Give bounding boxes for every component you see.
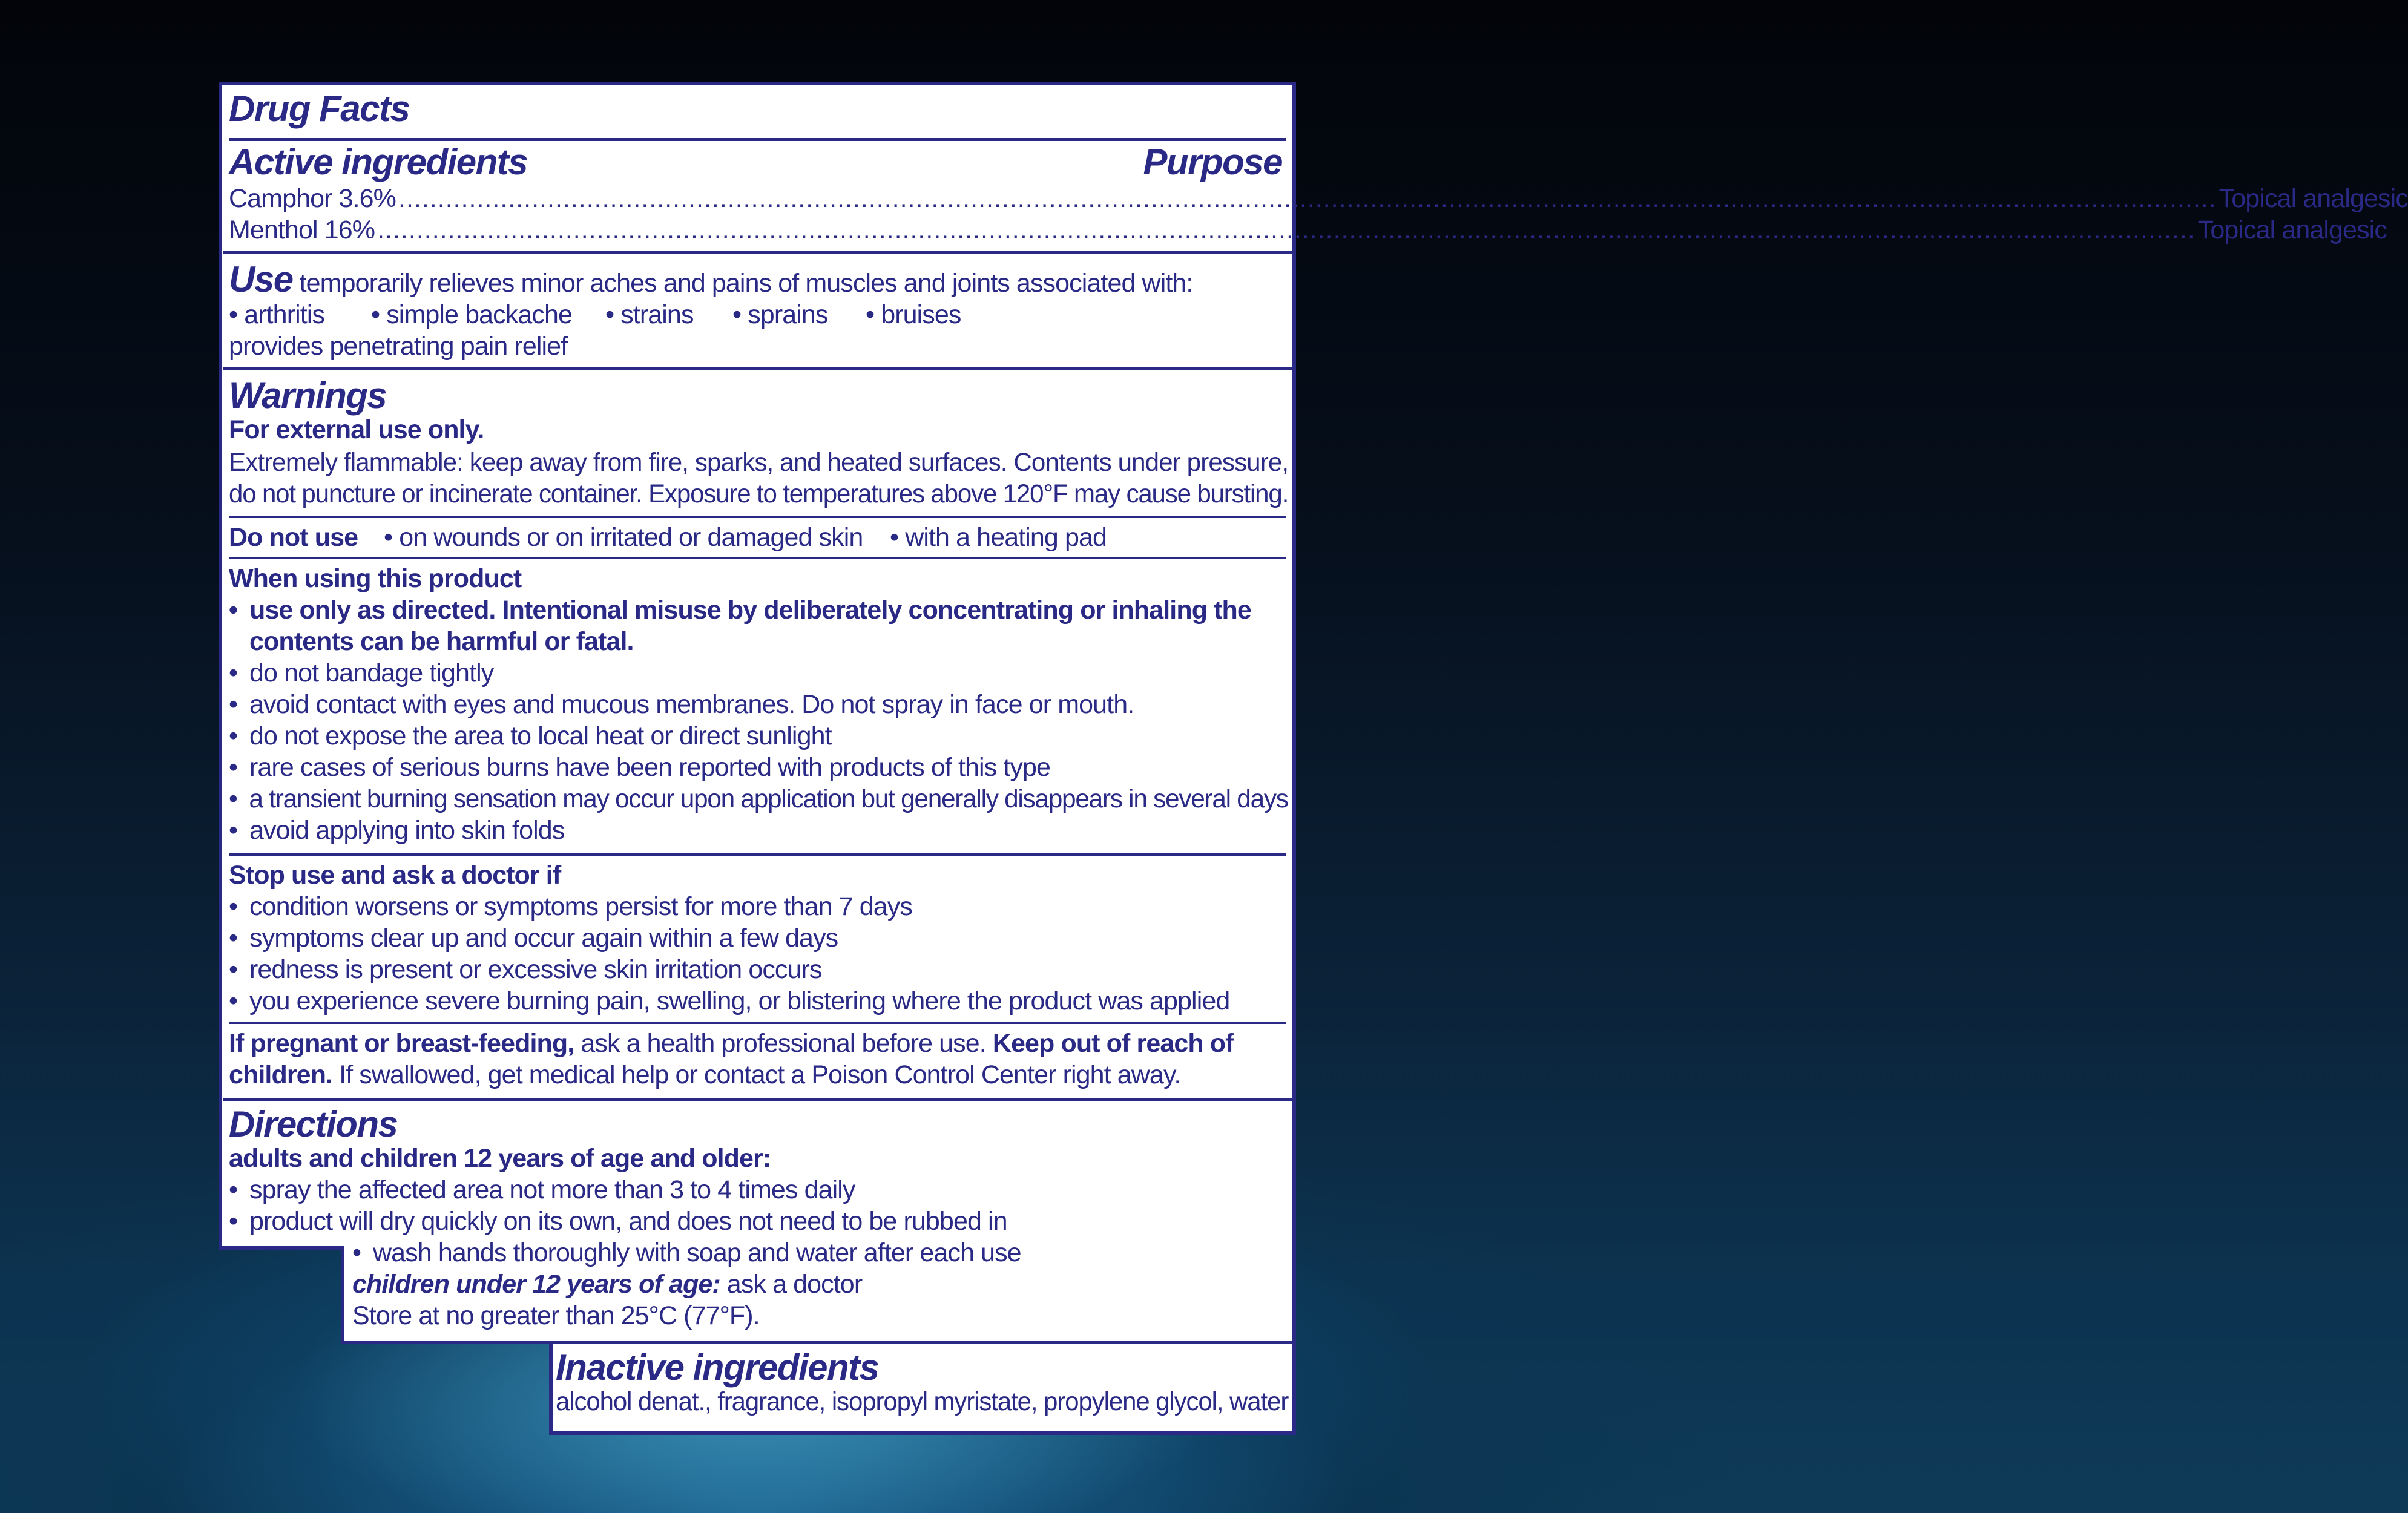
pregnant-line: If pregnant or breast-feeding, ask a health professional before use. Keep out of reach of xyxy=(229,1029,1234,1058)
rule-active xyxy=(223,251,1292,254)
use-item: • arthritis xyxy=(229,300,325,329)
do-not-use-item: • with a heating pad xyxy=(890,523,1107,552)
rule-when-using xyxy=(229,853,1286,856)
keep-out-line: children. If swallowed, get medical help or contact a Poison Control Center right away. xyxy=(229,1060,1181,1089)
inactive-text: alcohol denat., fragrance, isopropyl myristate, propylene glycol, water xyxy=(556,1387,1289,1416)
use-item: • strains xyxy=(605,300,694,329)
rule-warnings-end xyxy=(223,1098,1292,1101)
active-name: Camphor 3.6% xyxy=(229,184,396,213)
stop-use-heading: Stop use and ask a doctor if xyxy=(229,861,561,890)
use-line xyxy=(229,258,1288,305)
purpose-heading: Purpose xyxy=(1143,142,1282,182)
active-purpose: Topical analgesic xyxy=(2197,215,2387,245)
when-using-bold: contents can be harmful or fatal. xyxy=(249,627,634,656)
page-title: Drug Facts xyxy=(229,88,410,129)
list-item: • spray the affected area not more than 3 to 4 times daily xyxy=(229,1175,855,1204)
active-row xyxy=(229,183,2408,214)
list-item: • a transient burning sensation may occur upon application but generally disappears in several days xyxy=(229,784,1288,813)
when-using-heading: When using this product xyxy=(229,564,522,593)
rule-flammable xyxy=(229,516,1286,518)
active-row xyxy=(229,214,2387,246)
use-item: • sprains xyxy=(732,300,828,329)
leader-dots: ........................................................................................................................................................................................................................................ xyxy=(377,215,2196,245)
do-not-use-label: Do not use xyxy=(229,523,358,552)
list-item: • condition worsens or symptoms persist for more than 7 days xyxy=(229,892,912,921)
list-item: • you experience severe burning pain, swelling, or blistering where the product was applied xyxy=(229,986,1230,1016)
external-use: For external use only. xyxy=(229,415,484,444)
active-name: Menthol 16% xyxy=(229,215,375,245)
warnings-heading: Warnings xyxy=(229,375,387,416)
use-text: temporarily relieves minor aches and pains of muscles and joints associated with: xyxy=(299,269,1193,298)
rule-do-not-use xyxy=(229,557,1286,559)
store-line: Store at no greater than 25°C (77°F). xyxy=(352,1301,760,1330)
list-item: • redness is present or excessive skin irritation occurs xyxy=(229,955,822,984)
list-item: • wash hands thoroughly with soap and water after each use xyxy=(352,1238,1021,1267)
active-purpose: Topical analgesic xyxy=(2219,184,2408,213)
list-item: • do not expose the area to local heat or direct sunlight xyxy=(229,721,832,750)
list-item: • avoid contact with eyes and mucous membranes. Do not spray in face or mouth. xyxy=(229,690,1134,719)
directions-adults: adults and children 12 years of age and older: xyxy=(229,1144,771,1173)
inactive-heading: Inactive ingredients xyxy=(556,1347,879,1388)
list-item: • rare cases of serious burns have been reported with products of this type xyxy=(229,753,1051,782)
when-using-bold: • use only as directed. Intentional misuse by deliberately concentrating or inhaling the xyxy=(229,596,1251,625)
use-item: • simple backache xyxy=(371,300,572,329)
list-item: • product will dry quickly on its own, and does not need to be rubbed in xyxy=(229,1207,1007,1236)
list-item: • symptoms clear up and occur again within a few days xyxy=(229,924,838,953)
leader-dots: ........................................................................................................................................................................................................................................ xyxy=(398,184,2217,213)
directions-heading: Directions xyxy=(229,1104,398,1144)
active-ingredients-header xyxy=(229,140,1282,184)
use-item: • bruises xyxy=(866,300,961,329)
active-ingredients-heading: Active ingredients xyxy=(229,142,528,182)
children-line: children under 12 years of age: ask a doctor xyxy=(352,1270,863,1299)
do-not-use-item: • on wounds or on irritated or damaged skin xyxy=(384,523,863,552)
flammable-line: Extremely flammable: keep away from fire, sparks, and heated surfaces. Contents under pressure, xyxy=(229,448,1289,477)
flammable-line: do not puncture or incinerate container. Exposure to temperatures above 120°F may cause bursting. xyxy=(229,479,1289,508)
use-heading: Use xyxy=(229,259,293,300)
list-item: • avoid applying into skin folds xyxy=(229,816,565,845)
list-item: • do not bandage tightly xyxy=(229,658,494,688)
rule-use xyxy=(223,367,1292,370)
rule-stop-use xyxy=(229,1022,1286,1024)
use-note: provides penetrating pain relief xyxy=(229,332,568,361)
